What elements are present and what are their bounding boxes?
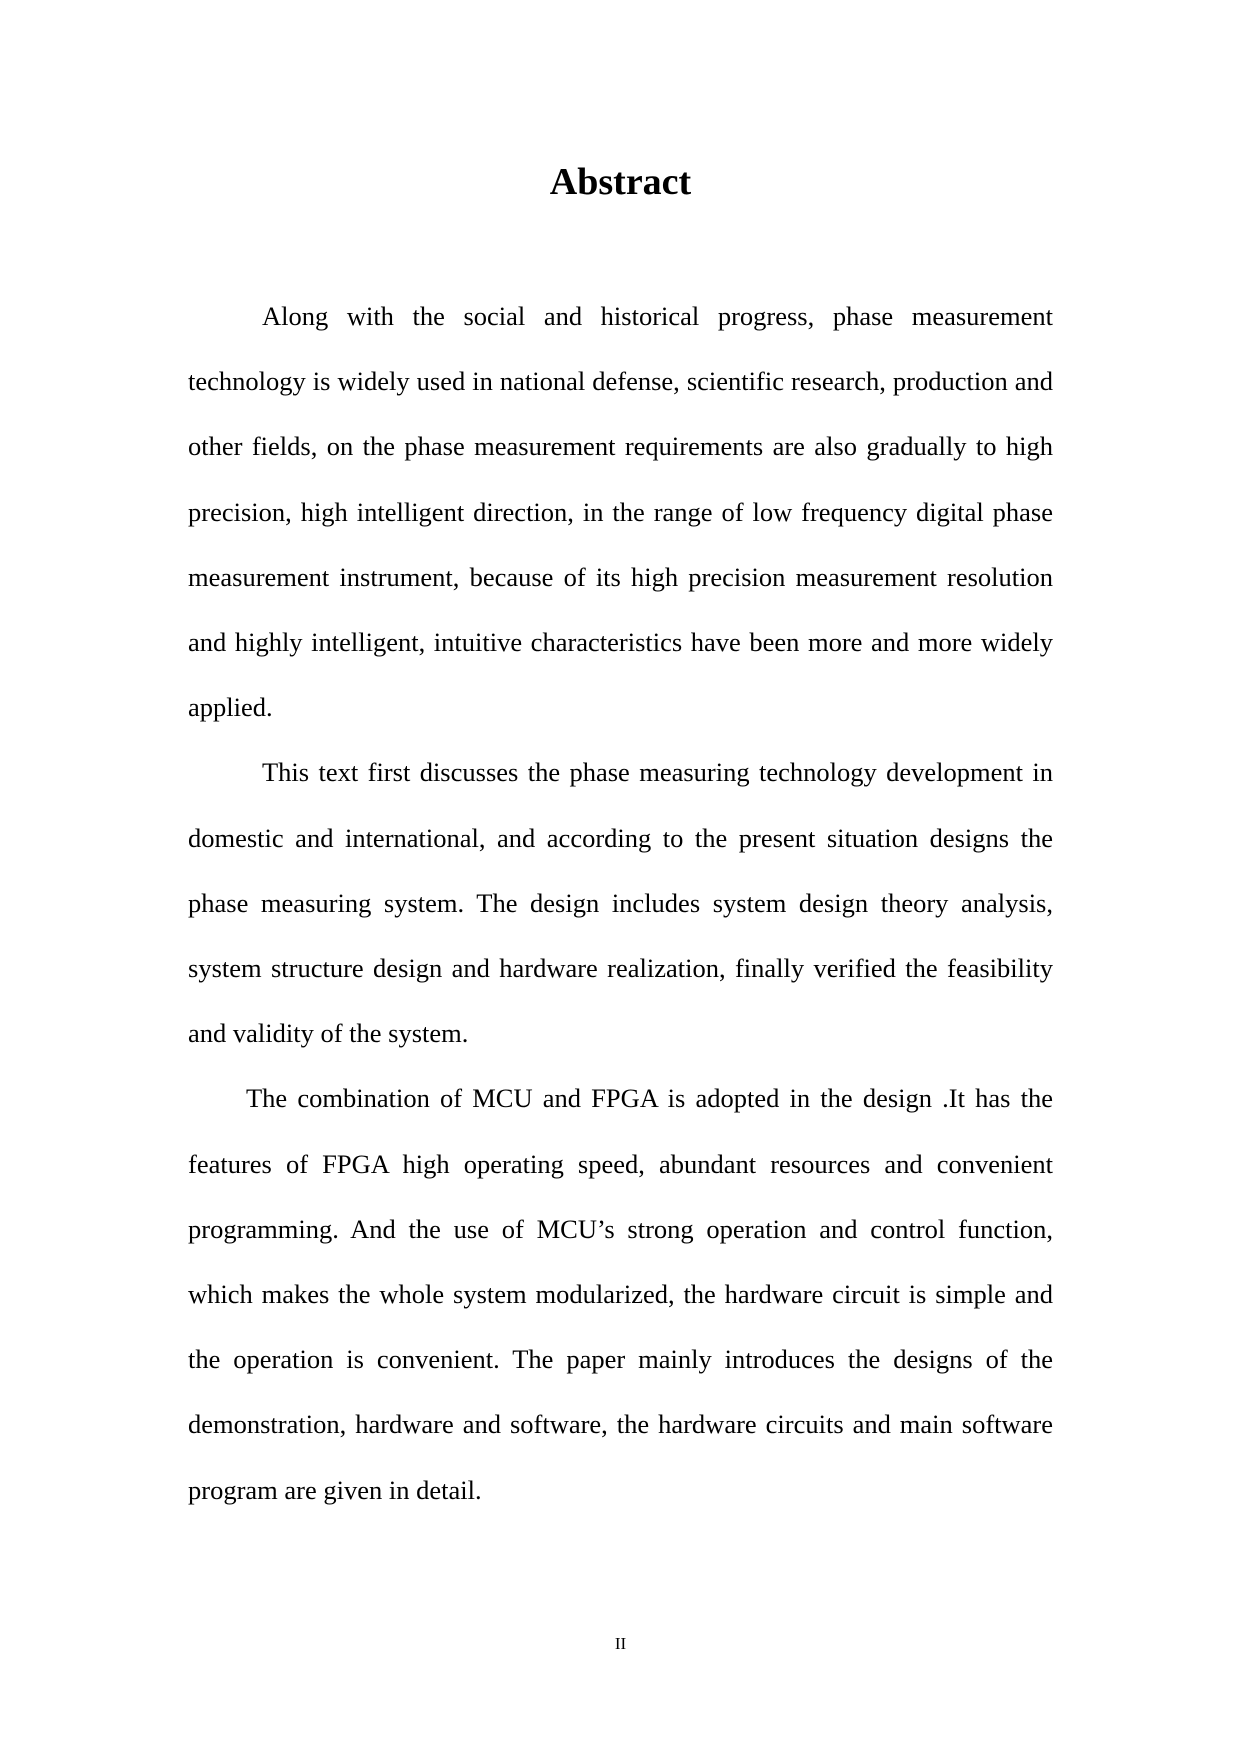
abstract-paragraph-3: The combination of MCU and FPGA is adopted in the design .It has the features of FPGA high operating speed, abundant resources and convenient programming. And the use of MCU’s strong operation and control function, which makes the whole system modularized, the hardware circuit is simple and the operation is convenient. The paper mainly introduces the designs of the demonstration, hardware and software, the hardware circuits and main software program are given in detail. [188,1083,1053,1505]
abstract-paragraph-1: Along with the social and historical progress, phase measurement technology is widely used in national defense, scientific research, production and other fields, on the phase measurement requirements are also gradually to high precision, high intelligent direction, in the range of low frequency digital phase measurement instrument, because of its high precision measurement resolution and highly intelligent, intuitive characteristics have been more and more widely applied. [188,301,1053,723]
abstract-body [188,284,1053,1523]
abstract-title: Abstract [549,161,692,203]
abstract-paragraph-2: This text first discusses the phase measuring technology development in domestic and international, and according to the present situation designs the phase measuring system. The design includes system design theory analysis, system structure design and hardware realization, finally verified the feasibility and validity of the system. [188,757,1053,1049]
page-number: II [614,1634,627,1653]
